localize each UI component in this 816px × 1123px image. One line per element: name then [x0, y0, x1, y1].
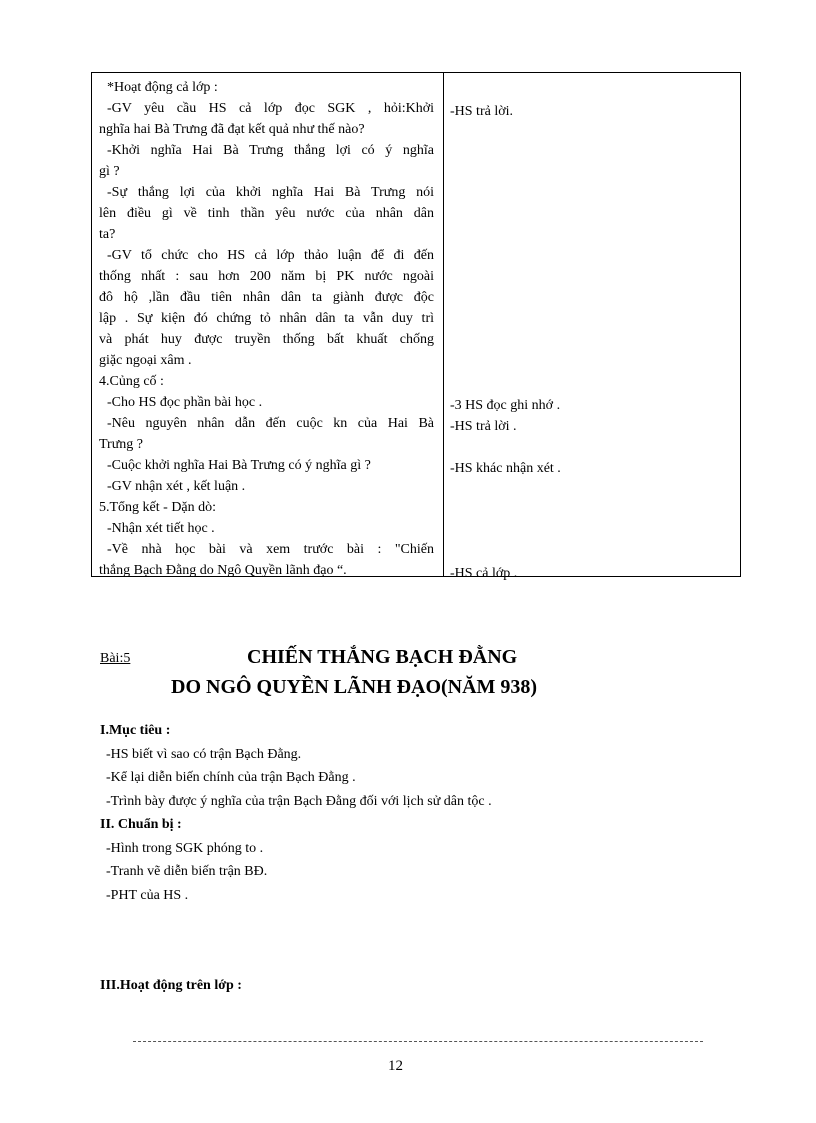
section-item: -Trình bày được ý nghĩa của trận Bạch Đằng đối với lịch sử dân tộc .	[106, 793, 492, 809]
table-row: -Nêu nguyên nhân dẫn đến cuộc kn của Hai Bà	[107, 416, 434, 431]
lesson-title-line-2: DO NGÔ QUYỀN LÃNH ĐẠO(NĂM 938)	[171, 676, 538, 698]
table-row: -Cho HS đọc phần bài học .	[107, 395, 263, 410]
table-row: -GV tổ chức cho HS cả lớp thảo luận để đi đến	[107, 248, 434, 263]
table-row: nghĩa hai Bà Trưng đã đạt kết quả như thế nào?	[99, 122, 365, 137]
section-item: -Tranh vẽ diễn biến trận BĐ.	[106, 864, 268, 879]
section-item: -PHT của HS .	[106, 887, 189, 903]
footer-dashed-line	[133, 1041, 703, 1042]
page-number: 12	[388, 1058, 403, 1074]
student-response: -HS trả lời.	[450, 104, 514, 119]
table-row: -Nhận xét tiết học .	[107, 521, 215, 536]
table-row: lên điều gì về tinh thần yêu nước của nhân dân	[99, 206, 434, 221]
table-row: gì ?	[99, 164, 120, 179]
lesson-title-line-1: CHIẾN THẮNG BẠCH ĐẰNG	[247, 646, 518, 668]
table-row: thống nhất : sau hơn 200 năm bị PK nước ngoài	[99, 269, 434, 284]
table-row: 4.Củng cố :	[99, 374, 164, 389]
student-response: -3 HS đọc ghi nhớ .	[450, 398, 561, 413]
column-divider	[443, 73, 444, 576]
table-row: 5.Tổng kết - Dặn dò:	[99, 500, 217, 515]
section-activities-heading: III.Hoạt động trên lớp :	[100, 978, 242, 993]
section-item: -Kể lại diễn biến chính của trận Bạch Đằng .	[106, 770, 356, 785]
lesson-label: Bài:5	[100, 651, 131, 666]
table-row: đô hộ ,lần đầu tiên nhân dân ta giành được độc	[99, 290, 434, 305]
table-row: -Sự thắng lợi của khởi nghĩa Hai Bà Trưng nói	[107, 185, 434, 200]
student-response: -HS cả lớp .	[450, 566, 518, 581]
section-item: -HS biết vì sao có trận Bạch Đằng.	[106, 746, 302, 762]
table-row: -GV yêu cầu HS cả lớp đọc SGK , hỏi:Khởi	[107, 101, 434, 116]
table-row: Trưng ?	[99, 437, 144, 452]
student-response: -HS khác nhận xét .	[450, 461, 561, 476]
table-row: thắng Bạch Đằng do Ngô Quyền lãnh đạo “.	[99, 563, 347, 578]
table-row: và phát huy được truyền thống bất khuất chống	[99, 332, 434, 347]
lesson-activity-table	[91, 72, 741, 581]
student-response: -HS trả lời .	[450, 419, 517, 434]
table-row: -Về nhà học bài và xem trước bài : "Chiến	[107, 542, 434, 557]
section-heading: II. Chuẩn bị :	[100, 817, 182, 832]
table-row: lập . Sự kiện đó chứng tỏ nhân dân ta vẫn duy trì	[99, 311, 434, 326]
table-row: giặc ngoại xâm .	[99, 353, 192, 368]
table-row: -Khởi nghĩa Hai Bà Trưng thắng lợi có ý nghĩa	[107, 143, 434, 158]
table-row: -Cuộc khởi nghĩa Hai Bà Trưng có ý nghĩa gì ?	[107, 458, 371, 473]
section-heading: I.Mục tiêu :	[100, 723, 171, 738]
table-row: ta?	[99, 227, 116, 242]
table-row: -GV nhận xét , kết luận .	[107, 479, 246, 494]
section-item: -Hình trong SGK phóng to .	[106, 840, 264, 856]
table-row: *Hoạt động cả lớp :	[107, 80, 218, 95]
